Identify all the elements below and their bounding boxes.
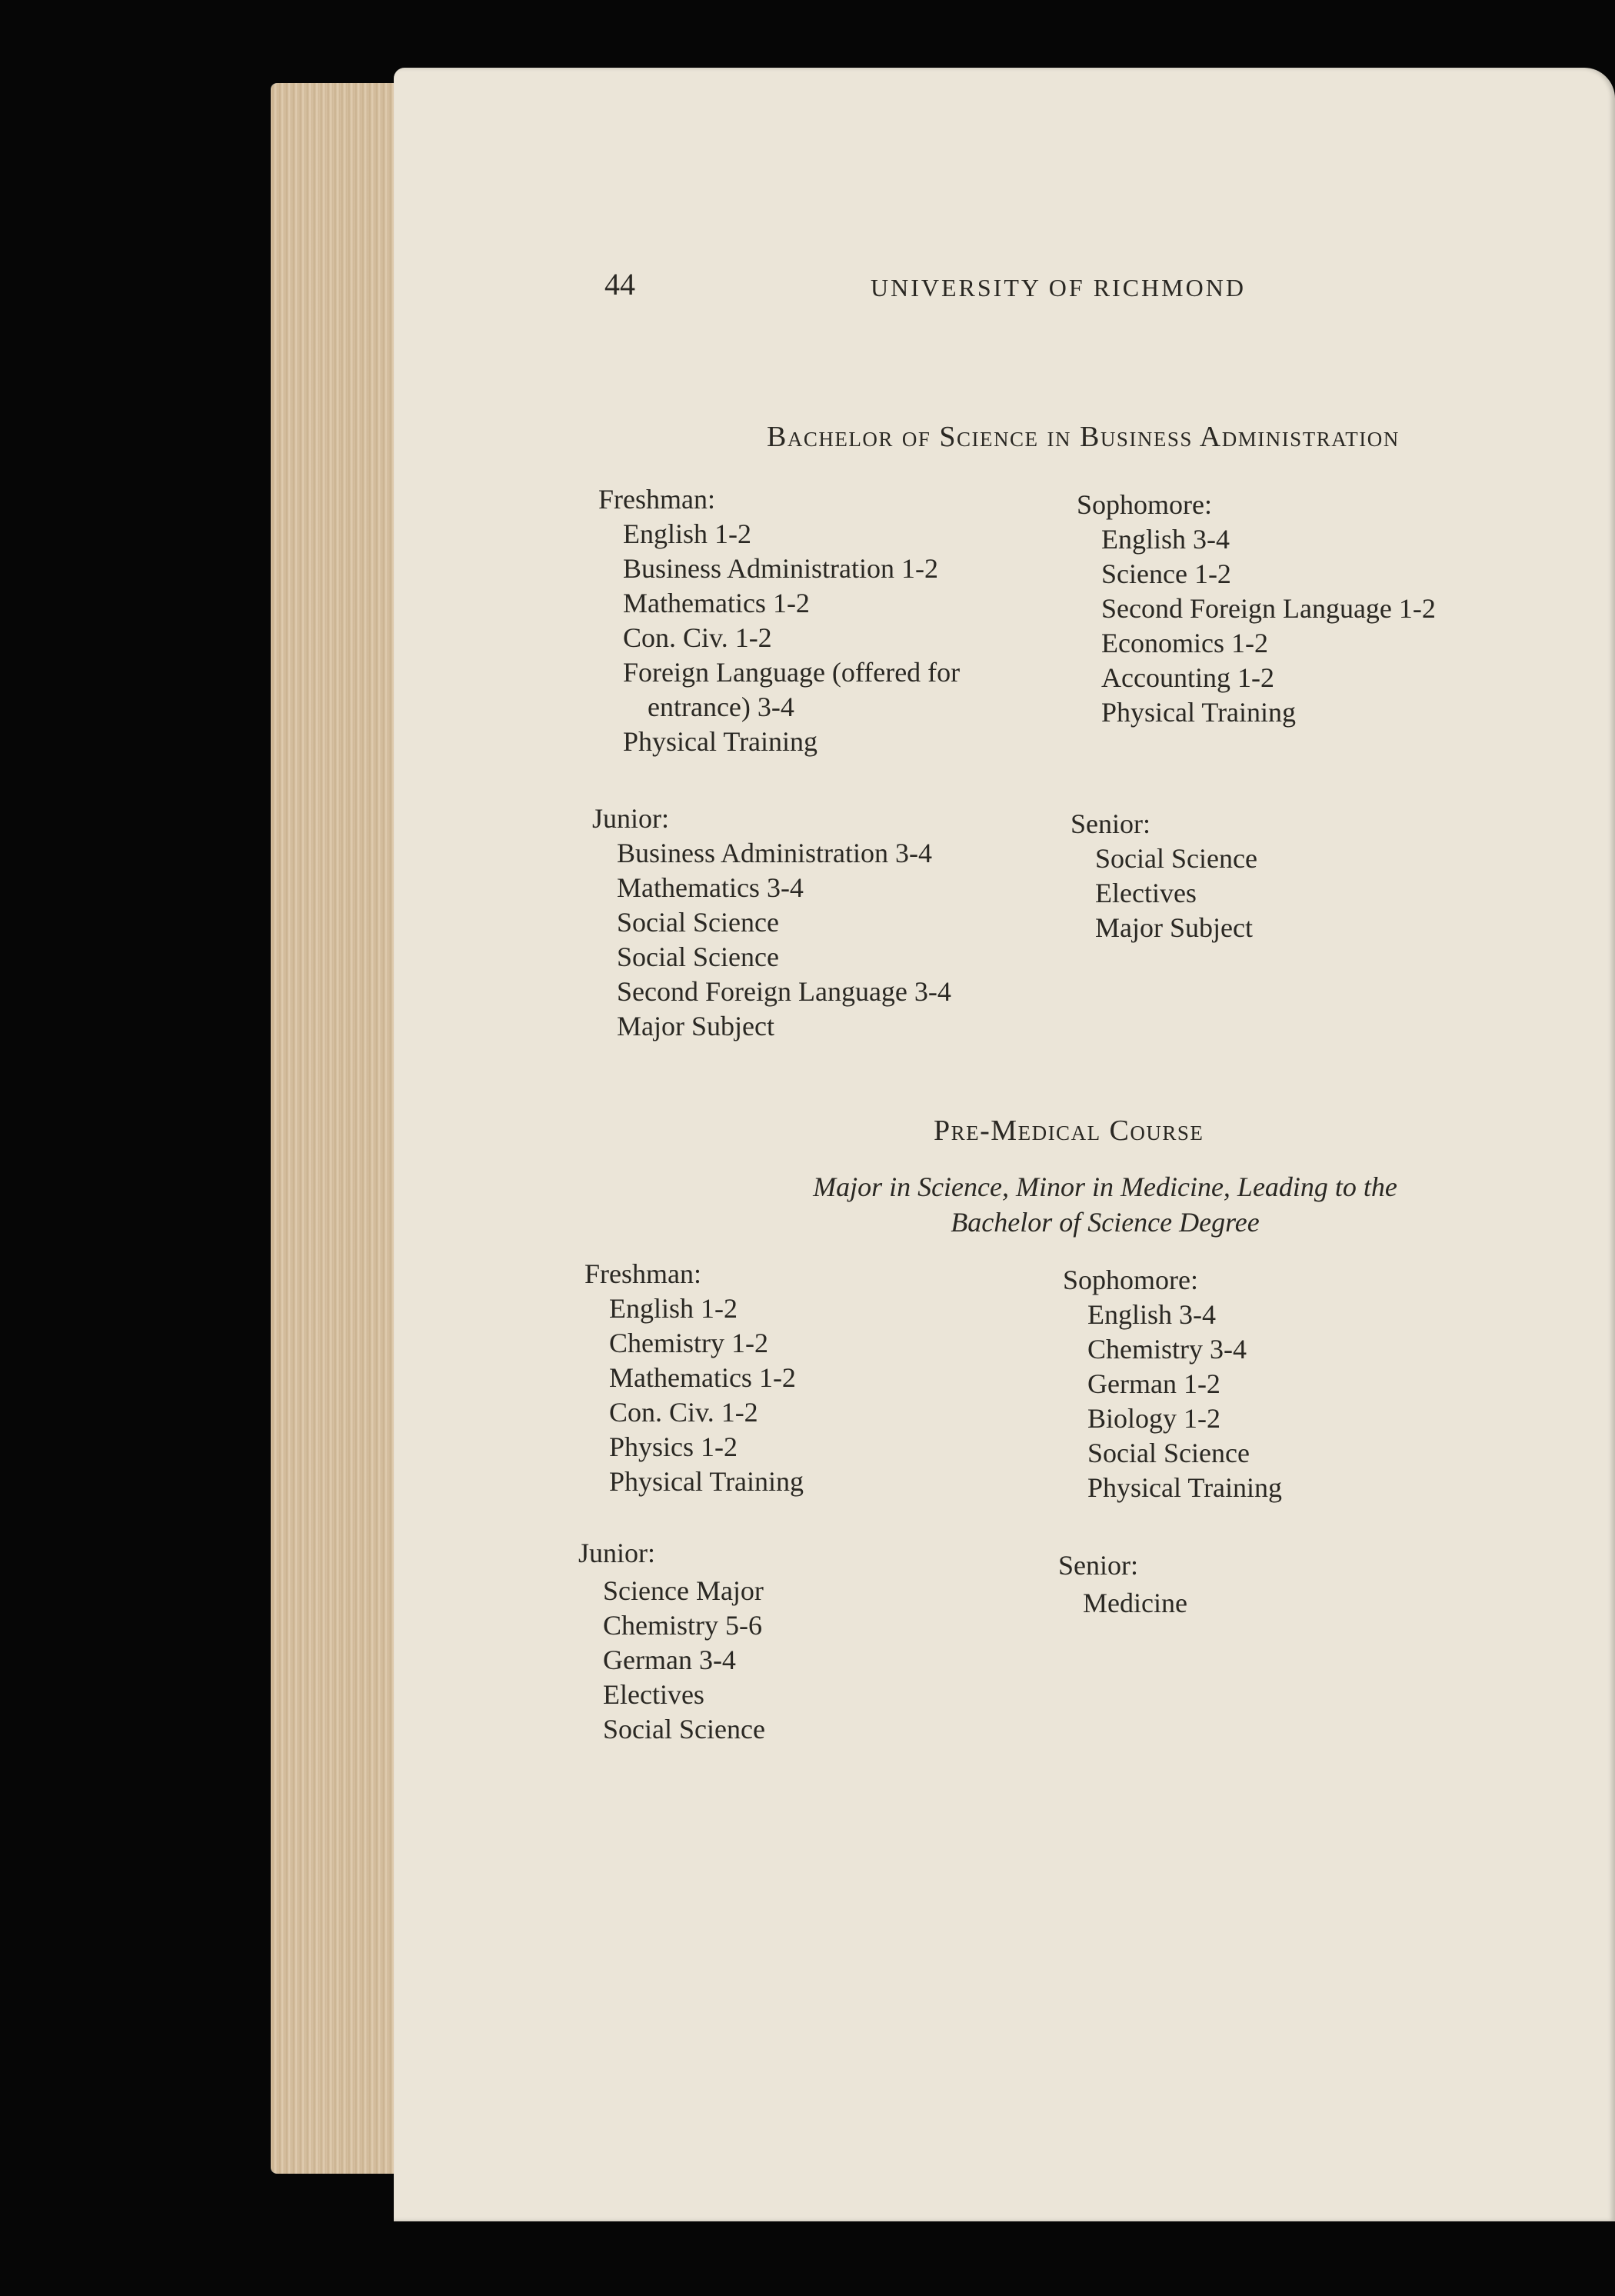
year-label-senior: Senior:: [1058, 1550, 1138, 1581]
course-item: Second Foreign Language 1-2: [1101, 593, 1436, 624]
course-list-junior: [603, 1574, 765, 1747]
year-label-freshman: Freshman:: [598, 484, 715, 515]
year-block-freshman: [598, 483, 1047, 759]
course-item: English 1-2: [609, 1293, 738, 1324]
course-item: Mathematics 1-2: [623, 588, 810, 618]
running-title: UNIVERSITY OF RICHMOND: [871, 274, 1246, 302]
page-edges: [271, 83, 401, 2174]
course-item: Major Subject: [1095, 912, 1253, 943]
course-item: Social Science: [1095, 843, 1257, 874]
course-item: Chemistry 5-6: [603, 1610, 762, 1641]
course-item: Economics 1-2: [1101, 628, 1268, 658]
year-label-sophomore: Sophomore:: [1063, 1265, 1198, 1295]
course-item: Physical Training: [623, 726, 818, 757]
course-item: Electives: [603, 1679, 704, 1710]
year-block-junior: [592, 802, 951, 1044]
course-item: Con. Civ. 1-2: [623, 622, 772, 653]
course-item: Medicine: [1083, 1588, 1187, 1618]
course-item: Chemistry 1-2: [609, 1328, 768, 1358]
subtitle-line: Major in Science, Minor in Medicine, Leading to the: [813, 1171, 1397, 1202]
year-block-freshman: [584, 1258, 804, 1499]
course-item: Second Foreign Language 3-4: [617, 976, 951, 1007]
year-block-sophomore: [1063, 1264, 1282, 1505]
course-list-junior: [617, 836, 951, 1044]
course-item: German 1-2: [1087, 1368, 1220, 1399]
course-item: Physical Training: [1087, 1472, 1283, 1503]
year-block-junior: [578, 1537, 765, 1747]
course-list-senior: [1095, 841, 1257, 945]
course-item: Social Science: [617, 941, 779, 972]
course-item: Science 1-2: [1101, 558, 1231, 589]
year-label-freshman: Freshman:: [584, 1258, 701, 1289]
subtitle-line: Bachelor of Science Degree: [951, 1207, 1260, 1238]
course-item: Social Science: [1087, 1438, 1250, 1468]
course-list-sophomore: [1101, 522, 1436, 730]
course-item: Electives: [1095, 878, 1197, 908]
course-item: Con. Civ. 1-2: [609, 1397, 758, 1428]
course-list-senior: [1083, 1586, 1187, 1621]
course-item: Physics 1-2: [609, 1431, 738, 1462]
course-item: Accounting 1-2: [1101, 662, 1274, 693]
year-label-junior: Junior:: [578, 1538, 656, 1568]
course-item: Physical Training: [1101, 697, 1297, 728]
course-item: Business Administration 1-2: [623, 553, 939, 584]
course-item: Biology 1-2: [1087, 1403, 1221, 1434]
course-item: Major Subject: [617, 1011, 774, 1041]
year-block-sophomore: [1077, 488, 1436, 730]
course-item: English 3-4: [1087, 1299, 1216, 1330]
course-item: Chemistry 3-4: [1087, 1334, 1247, 1365]
book-page: [394, 68, 1615, 2221]
course-item: German 3-4: [603, 1645, 736, 1675]
section-title-premedical: Pre-Medical Course: [934, 1115, 1204, 1147]
course-item: Social Science: [617, 907, 779, 938]
year-label-senior: Senior:: [1071, 808, 1150, 839]
year-block-senior: [1071, 808, 1257, 945]
course-item: Social Science: [603, 1714, 765, 1744]
course-list-freshman: [609, 1291, 804, 1499]
course-item: Science Major: [603, 1575, 764, 1606]
course-list-freshman: [623, 517, 1047, 759]
course-item: Mathematics 1-2: [609, 1362, 796, 1393]
page-number: 44: [604, 267, 635, 302]
year-label-junior: Junior:: [592, 803, 670, 834]
course-item: English 1-2: [623, 518, 751, 549]
year-block-senior: [1058, 1549, 1187, 1621]
course-item: Physical Training: [609, 1466, 804, 1497]
course-item: Foreign Language (offered for entrance) 3-4: [623, 657, 961, 722]
course-list-sophomore: [1087, 1298, 1282, 1505]
course-item: Business Administration 3-4: [617, 838, 933, 868]
section-subtitle: [701, 1169, 1509, 1240]
course-item: Mathematics 3-4: [617, 872, 804, 903]
section-title-business: Bachelor of Science in Business Administration: [767, 421, 1400, 453]
year-label-sophomore: Sophomore:: [1077, 489, 1212, 520]
course-item: English 3-4: [1101, 524, 1230, 555]
